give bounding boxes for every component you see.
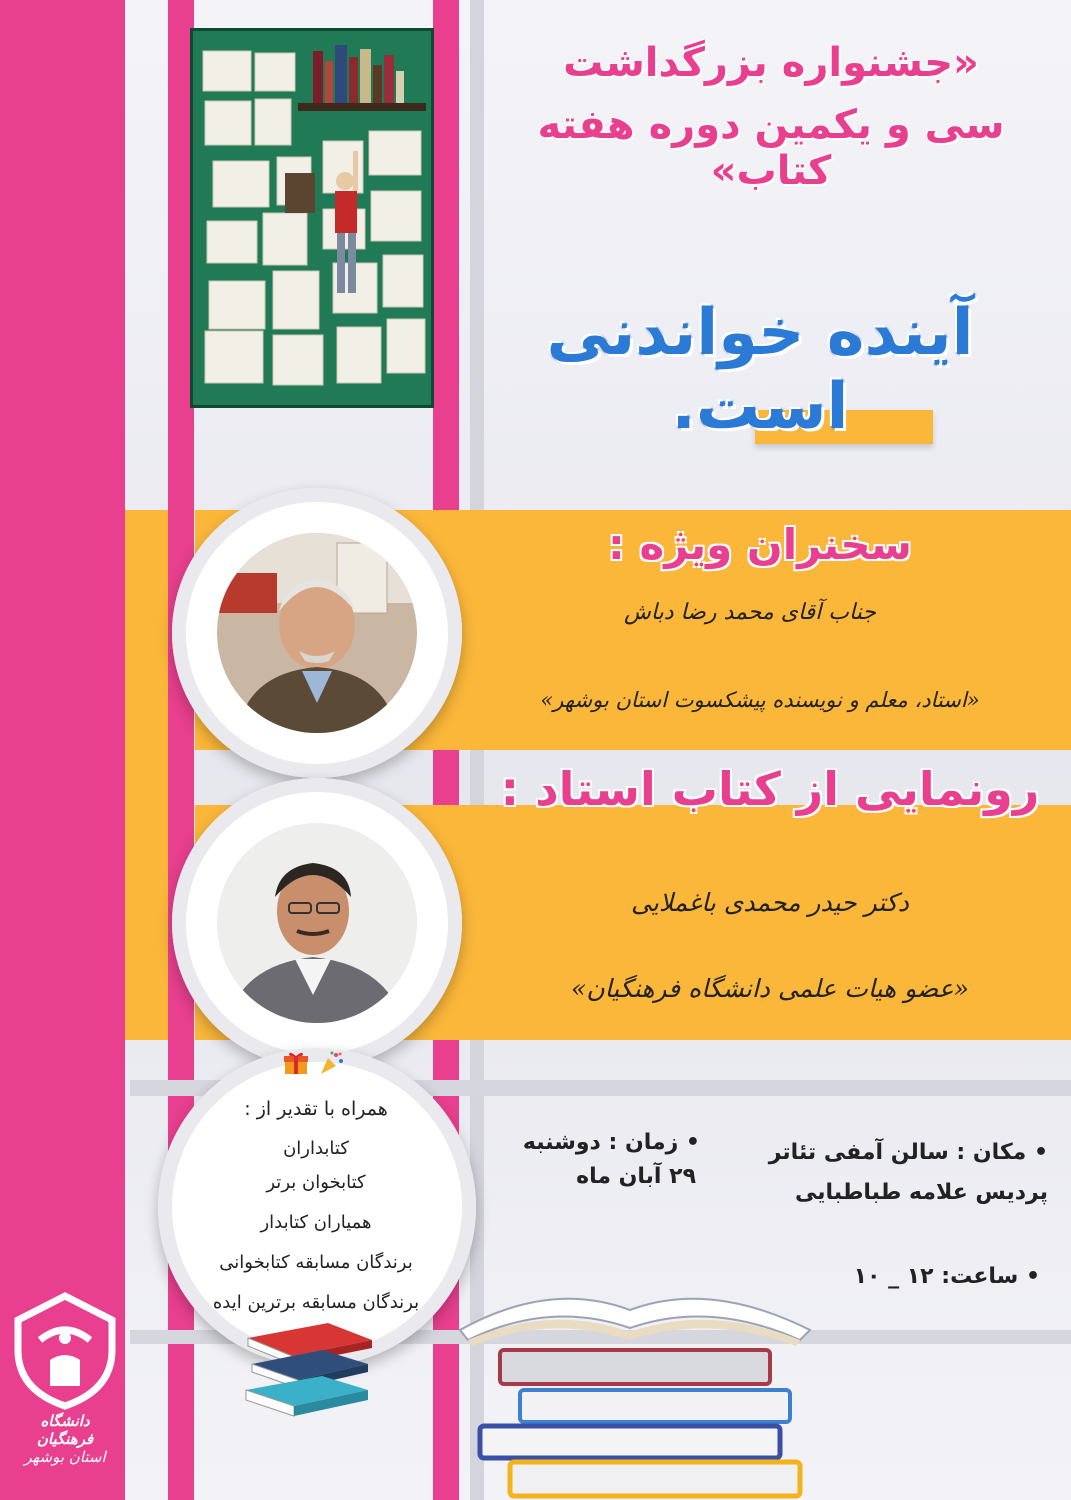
festival-title-line-2: سی و یکمین دوره هفته کتاب»	[537, 102, 1005, 194]
slogan-text: آینده خواندنی است.	[546, 296, 974, 444]
author-title: «عضو هیات علمی دانشگاه فرهنگیان»	[571, 974, 969, 1003]
festival-title-line-1: «جشنواره بزرگداشت	[563, 40, 979, 86]
event-time-day: • زمان : دوشنبه	[522, 1130, 700, 1155]
party-popper-icon	[318, 1050, 344, 1076]
author-photo	[217, 823, 417, 1023]
event-place: • مکان : سالن آمفی تئاتر	[768, 1140, 1048, 1165]
appreciation-item: برندگان مسابقه برترین ایده	[212, 1292, 420, 1313]
book-launch-heading: رونمایی از کتاب استاد :	[500, 762, 1040, 816]
speaker-title: «استاد، معلم و نویسنده پیشکسوت استان بوشهر»	[540, 688, 980, 712]
university-logo	[10, 1290, 120, 1490]
author-name: دکتر حیدر محمدی باغملایی	[631, 888, 909, 917]
appreciation-item: برندگان مسابقه کتابخوانی	[219, 1252, 413, 1273]
left-pink-bar	[0, 0, 125, 1500]
speaker-name: جناب آقای محمد رضا دباش	[624, 600, 876, 625]
appreciation-item: کتابخوان برتر	[266, 1172, 366, 1193]
university-emblem-icon	[10, 1290, 120, 1410]
university-province: استان بوشهر	[24, 1448, 106, 1466]
book-wall-illustration	[193, 31, 431, 405]
speaker-heading: سخنران ویژه :	[608, 520, 912, 569]
university-name: دانشگاه فرهنگیان	[36, 1412, 94, 1448]
event-hours: • ساعت: ۱۲ _ ۱۰	[853, 1264, 1040, 1289]
appreciation-item: همیاران کتابدار	[260, 1212, 372, 1233]
speaker-photo	[217, 533, 417, 733]
event-date: ۲۹ آبان ماه	[576, 1164, 696, 1189]
orange-left-edge	[125, 510, 168, 1040]
appreciation-intro: همراه با تقدیر از :	[244, 1098, 388, 1120]
small-book-stack-illustration	[238, 1318, 378, 1428]
book-wall-photo	[190, 28, 434, 408]
event-place-detail: پردیس علامه طباطبایی	[794, 1180, 1048, 1205]
book-stack-illustration	[440, 1240, 830, 1500]
appreciation-item: کتابداران	[283, 1138, 349, 1159]
gift-icon	[283, 1050, 309, 1076]
